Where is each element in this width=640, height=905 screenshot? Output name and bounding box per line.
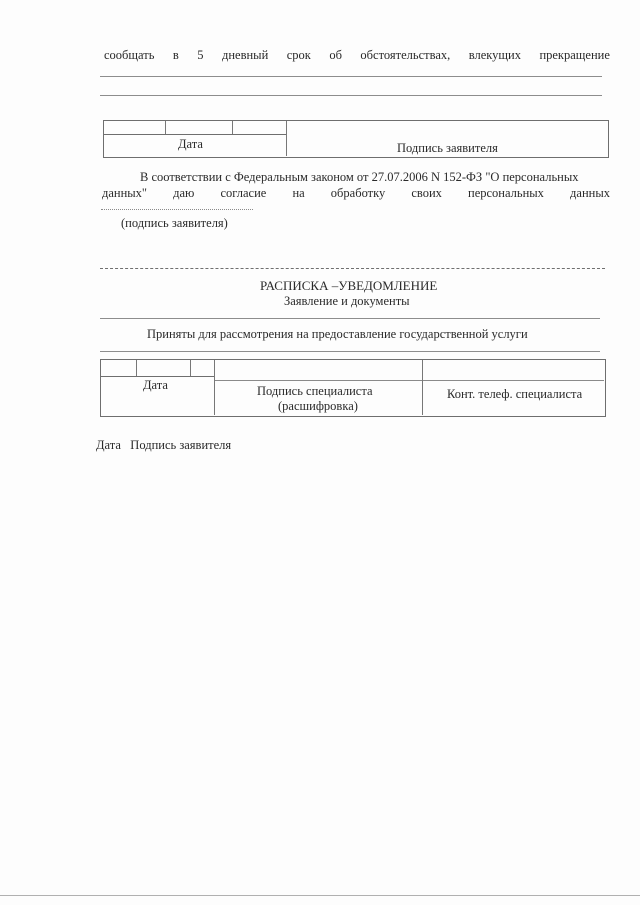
word: данных" bbox=[102, 186, 148, 200]
word: согласие bbox=[220, 186, 267, 200]
applicant-signature-label: Подпись заявителя bbox=[397, 141, 498, 155]
word: в bbox=[172, 48, 179, 62]
applicant-signature-caption: (подпись заявителя) bbox=[121, 216, 228, 230]
fill-line bbox=[100, 318, 600, 319]
word: влекущих bbox=[468, 48, 521, 62]
table-row-divider bbox=[104, 134, 286, 135]
paragraph-notify bbox=[104, 48, 610, 63]
fill-line bbox=[100, 76, 602, 77]
table-cell-divider bbox=[190, 360, 191, 376]
date-label: Дата bbox=[178, 137, 203, 151]
consent-line-1: В соответствии с Федеральным законом от 27.07.2006 N 152-ФЗ "О персональных bbox=[140, 170, 579, 184]
table-cell-divider bbox=[165, 121, 166, 134]
specialist-signature-decode: (расшифровка) bbox=[278, 399, 358, 413]
table-column-divider bbox=[214, 360, 215, 415]
receipt-subtitle: Заявление и документы bbox=[284, 294, 410, 308]
word: 5 bbox=[197, 48, 204, 62]
table-column-divider bbox=[286, 121, 287, 156]
table-cell-divider bbox=[136, 360, 137, 376]
word: обстоятельствах, bbox=[360, 48, 451, 62]
accepted-text: Приняты для рассмотрения на предоставление государственной услуги bbox=[147, 327, 528, 341]
date-label: Дата bbox=[143, 378, 168, 392]
word: об bbox=[329, 48, 342, 62]
table-column-divider bbox=[422, 360, 423, 415]
table-row-divider bbox=[214, 380, 604, 381]
specialist-contact-label: Конт. телеф. специалиста bbox=[447, 387, 583, 401]
word: срок bbox=[286, 48, 311, 62]
word: дневный bbox=[221, 48, 269, 62]
table-row-divider bbox=[101, 376, 214, 377]
signature-line bbox=[101, 209, 253, 210]
receipt-title: РАСПИСКА –УВЕДОМЛЕНИЕ bbox=[260, 278, 438, 293]
page-edge-line bbox=[0, 895, 640, 896]
specialist-signature-label: Подпись специалиста bbox=[257, 384, 373, 398]
cut-line bbox=[100, 268, 605, 269]
word: сообщать bbox=[104, 48, 155, 62]
word: на bbox=[292, 186, 305, 200]
word: персональных bbox=[468, 186, 544, 200]
word: даю bbox=[173, 186, 195, 200]
word: данных bbox=[570, 186, 610, 200]
word: прекращение bbox=[539, 48, 610, 62]
consent-line-2 bbox=[102, 186, 610, 201]
footer-date-signature: Дата Подпись заявителя bbox=[96, 438, 232, 452]
fill-line bbox=[100, 351, 600, 352]
word: обработку bbox=[330, 186, 386, 200]
table-cell-divider bbox=[232, 121, 233, 134]
fill-line bbox=[100, 95, 602, 96]
word: своих bbox=[411, 186, 442, 200]
